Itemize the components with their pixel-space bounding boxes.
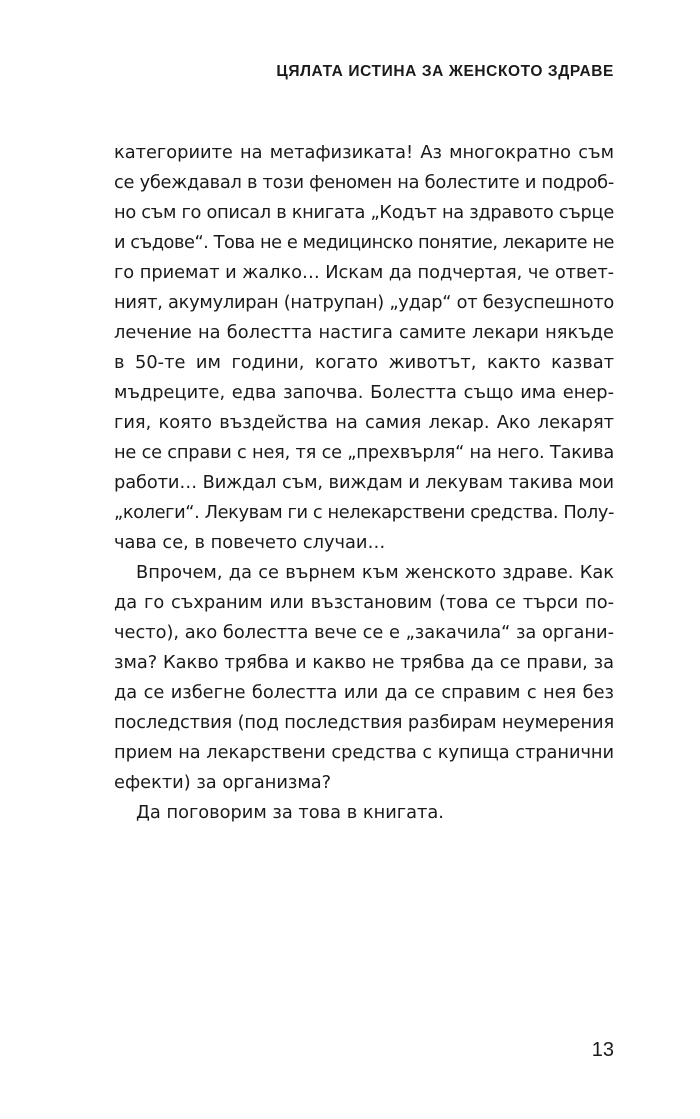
- text-line: Да поговорим за това в книгата.: [136, 802, 444, 823]
- text-line: се убеждавал в този феномен на болестите и подроб-: [114, 172, 614, 193]
- page-number: 13: [591, 1039, 614, 1061]
- text-line: лечение на болестта настига самите лекари някъде: [114, 322, 614, 343]
- text-line: не се справи с нея, тя се „прехвърля“ на него. Такива: [114, 442, 615, 463]
- text-line: в 50-те им години, когато животът, както казват: [114, 352, 614, 373]
- body-text: [114, 138, 614, 828]
- running-head: ЦЯЛАТА ИСТИНА ЗА ЖЕНСКОТО ЗДРАВЕ: [276, 63, 614, 80]
- text-line: Впрочем, да се върнем към женското здраве. Как: [136, 562, 614, 583]
- text-line: ефекти) за организма?: [114, 772, 332, 793]
- text-line: работи… Виждал съм, виждам и лекувам такива мои: [114, 472, 614, 493]
- text-line: категориите на метафизиката! Аз многократно съм: [114, 142, 614, 163]
- text-line: го приемат и жалко… Искам да подчертая, че ответ-: [114, 262, 615, 283]
- paragraph-2: [114, 558, 614, 798]
- text-line: да го съхраним или възстановим (това се търси по-: [114, 592, 614, 613]
- text-line: но съм го описал в книгата „Кодът на здравото сърце: [114, 202, 614, 223]
- text-line: да се избегне болестта или да се справим с нея без: [114, 682, 614, 703]
- paragraph-1: [114, 138, 614, 558]
- text-line: мъдреците, едва започва. Болестта също има енер-: [114, 382, 614, 403]
- text-line: често), ако болестта вече се е „закачила“ за органи-: [114, 622, 614, 643]
- text-line: „колеги“. Лекувам ги с нелекарствени средства. Полу-: [114, 502, 615, 523]
- text-line: гия, която въздейства на самия лекар. Ако лекарят: [114, 412, 614, 433]
- text-line: последствия (под последствия разбирам неумерения: [114, 712, 614, 733]
- text-line: прием на лекарствени средства с купища странични: [114, 742, 615, 763]
- text-line: и съдове“. Това не е медицинско понятие, лекарите не: [114, 232, 614, 253]
- paragraph-3: [114, 798, 614, 828]
- text-line: зма? Какво трябва и какво не трябва да се прави, за: [114, 652, 614, 673]
- text-line: ният, акумулиран (натрупан) „удар“ от безуспешното: [114, 292, 614, 313]
- text-line: чава се, в повечето случаи…: [114, 532, 386, 553]
